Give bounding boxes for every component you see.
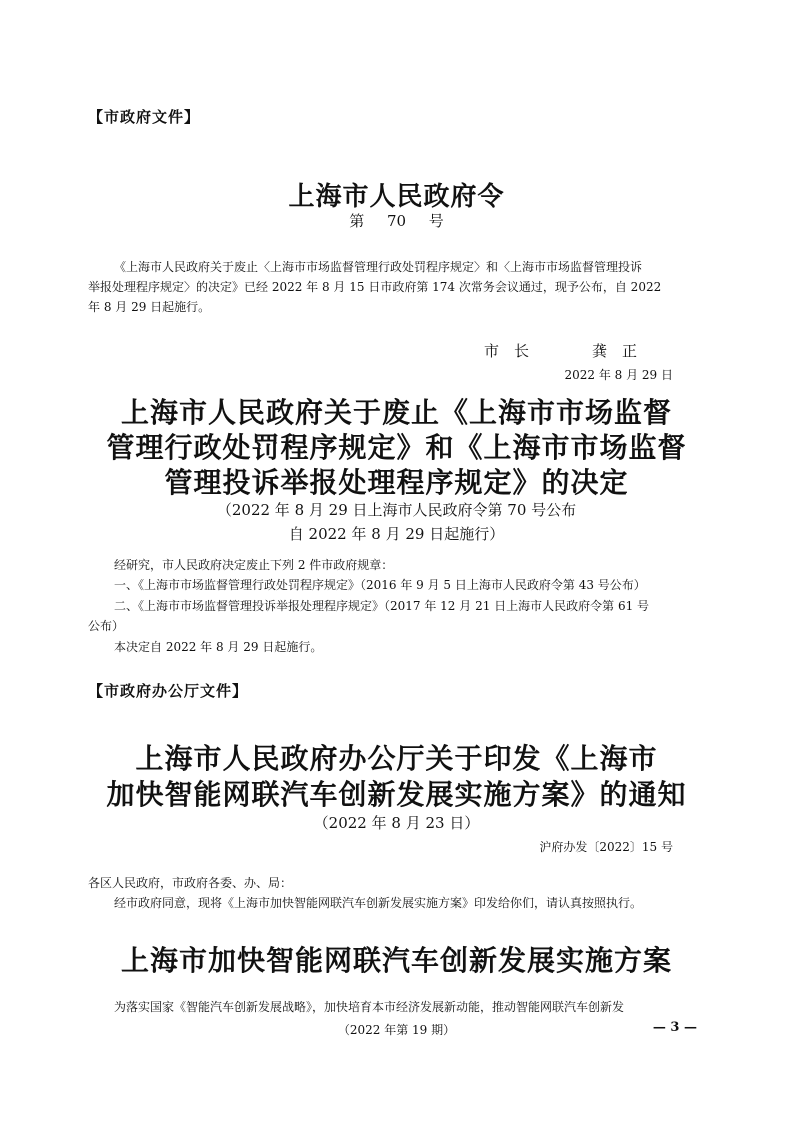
signature-name: 龚 正 [592,342,638,360]
decision-body-line: 公布） [88,619,125,633]
signature-title: 市 长 [484,342,530,360]
decision-subtitle-line: 自 2022 年 8 月 29 日起施行） [288,525,505,543]
notice-addressee: 各区人民政府，市政府各委、办、局： [88,876,293,890]
decree-intro-line: 年 8 月 29 日起施行。 [88,300,211,314]
notice-doc-number: 沪府办发〔2022〕15 号 [539,840,673,854]
decree-number: 第 70 号 [349,212,444,230]
plan-first-line: 为落实国家《智能汽车创新发展战略》，加快培育本市经济发展新动能，推动智能网联汽车创新发 [114,1000,625,1014]
footer-issue: （2022 年第 19 期） [337,1023,456,1037]
page-number: — 3 — [652,1020,697,1035]
decision-title-line: 管理行政处罚程序规定》和《上海市市场监督 [106,431,687,464]
decision-body-line: 经研究，市人民政府决定废止下列 2 件市政府规章： [114,558,394,572]
decree-title: 上海市人民政府令 [288,182,505,212]
decree-intro-line: 《上海市人民政府关于废止〈上海市市场监督管理行政处罚程序规定〉和〈上海市市场监督管理投诉 [114,260,643,274]
decision-title-line: 管理投诉举报处理程序规定》的决定 [164,466,629,499]
notice-title-line: 加快智能网联汽车创新发展实施方案》的通知 [106,778,687,811]
notice-date: （2022 年 8 月 23 日） [313,814,480,832]
decision-title-line: 上海市人民政府关于废止《上海市市场监督 [120,396,672,429]
signature-date: 2022 年 8 月 29 日 [564,368,673,382]
section-label-office-documents: 【市政府办公厅文件】 [88,682,249,700]
section-label-municipal-documents: 【市政府文件】 [88,108,201,126]
decision-body-line: 本决定自 2022 年 8 月 29 日起施行。 [114,640,323,654]
plan-title: 上海市加快智能网联汽车创新发展实施方案 [120,944,672,977]
decision-subtitle-line: （2022 年 8 月 29 日上海市人民政府令第 70 号公布 [216,501,577,519]
decision-body-line: 一、《上海市市场监督管理行政处罚程序规定》（2016 年 9 月 5 日上海市人民政府令第 43 号公布） [114,578,646,592]
notice-title-line: 上海市人民政府办公厅关于印发《上海市 [135,742,658,775]
decree-intro-line: 举报处理程序规定〉的决定》已经 2022 年 8 月 15 日市政府第 174 次常务会议通过，现予公布，自 2022 [88,280,662,294]
decision-body-line: 二、《上海市市场监督管理投诉举报处理程序规定》（2017 年 12 月 21 日上海市人民政府令第 61 号 [114,599,650,613]
notice-body: 经市政府同意，现将《上海市加快智能网联汽车创新发展实施方案》印发给你们，请认真按照执行。 [114,896,643,910]
